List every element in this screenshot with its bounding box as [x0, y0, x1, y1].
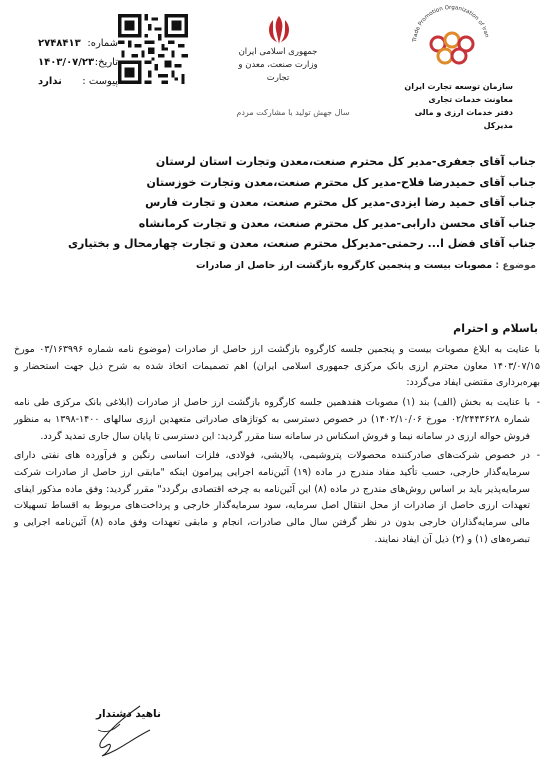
attachment-label: پیوست : [82, 76, 118, 87]
recipients-list [11, 152, 536, 255]
number-value: ۲۷۴۸۴۱۳ [38, 38, 81, 49]
greeting: باسلام و احترام [453, 322, 538, 335]
org-line1: سازمان توسعه تجارت ایران [404, 82, 513, 91]
subject-text: مصوبات بیست و پنجمین کارگروه بازگشت ارز حاصل از صادرات [196, 260, 493, 271]
logo-arc-text: Trade Promotion Organization of Iran [412, 4, 490, 43]
body-item-2: - در خصوص شرکت‌های صادرکننده محصولات پتروشیمی، پالایشی، فولادی، فلزات اساسی رنگین و فرآورده های نفتی دارای سرمایه‌گذار خارجی، حسب تأکید مفاد مندرج در ماده (۱۹) آئین‌نامه اجرایی پیرامون اینکه "مابقی ارز حاصل از صادرات شرکت سرمایه‌پذیر باید بر اساس روش‌های مندرج در ماده (۸) این آئین‌نامه به چرخه اقتصادی برگردد" مقرر گردید: وفق ماده مذکور ایفای تعهدات ارزی حاصل از صادرات از محل انتقال اصل سرمایه، سود سرمایه‌گذار خارجی و پرداخت‌های مربوط به اقساط تسهیلات مالی سرمایه‌گذاران خارجی بدون در نظر گرفتن سال مالی صادرات، انجام و مابقی تعهدات وفق ماده (۸) آئین‌نامه اجرایی و تبصره‌های (۱) و (۲) ذیل آن ایفاد نمایند. [14, 448, 540, 548]
recipient-line: جناب آقای حمیدرضا فلاح-مدیر کل محترم صنعت،معدن وتجارت خوزستان [146, 175, 536, 189]
org-block [395, 80, 513, 132]
letter-meta [38, 34, 118, 91]
iran-emblem-icon [265, 14, 293, 46]
org-line4: مدیرکل [483, 121, 513, 130]
date-label: تاریخ: [94, 57, 118, 68]
org-line2: معاونت خدمات تجاری [428, 95, 513, 104]
signatory-name: ناهید دشتدار [96, 708, 161, 720]
body-intro: با عنایت به ابلاغ مصوبات بیست و پنجمین جلسه کارگروه بازگشت ارز حاصل از صادرات (موضوع نامه شماره ۰۳/۱۶۳۹۹۶ مورخ ۱۴۰۳/۰۷/۱۵ معاون محترم ارزی بانک مرکزی جمهوری اسلامی ایران) اهم تصمیمات اتخاذ شده به شرح ذیل جهت استحضار و بهره‌برداری مقتضی ایفاد می‌گردد: [14, 344, 540, 389]
subject-line [11, 260, 536, 271]
subject-label: موضوع : [495, 260, 536, 271]
number-label: شماره: [87, 38, 118, 49]
recipient-line: جناب آقای حمید رضا ایزدی-مدیر کل محترم صنعت، معدن و تجارت فارس [145, 196, 536, 209]
recipient-line: جناب آقای جعفری-مدیر کل محترم صنعت،معدن وتجارت استان لرستان [155, 155, 536, 168]
ministry-line2: وزارت صنعت، معدن و تجارت [238, 60, 318, 83]
ministry-line1: جمهوری اسلامی ایران [238, 47, 318, 57]
attachment-value: ندارد [38, 76, 62, 87]
attachment-row [38, 72, 118, 91]
date-value: ۱۴۰۳/۰۷/۲۳ [38, 57, 95, 68]
date-row [38, 53, 118, 72]
year-slogan: سال جهش تولید با مشارکت مردم [236, 108, 350, 117]
letter-body [14, 342, 540, 551]
letter-header [0, 0, 550, 145]
ministry-name [228, 46, 328, 85]
tpo-logo-icon [408, 4, 493, 74]
org-line3: دفتر خدمات ارزی و مالی [414, 108, 513, 117]
body-item-1: - با عنایت به بخش (الف) بند (۱) مصوبات هفدهمین جلسه کارگروه بازگشت ارز حاصل از صادرات (ابلاغی بانک مرکزی طی نامه شماره ۰۲/۲۴۴۳۶۲۸ مورخ ۱۴۰۲/۱۰/۰۶) در خصوص دسترسی به کوتاژهای صادراتی متعهدین ارزی سالهای ۱۴۰۰-۱۳۹۸ به منظور فروش حواله ارزی در سامانه نیما و فروش اسکناس در سامانه سنا مقرر گردید: این دسترسی تا پایان سال جاری تمدید گردد. [14, 395, 540, 445]
recipient-line: جناب آقای فضل ا... رحمتی-مدیرکل محترم صنعت، معدن و تجارت چهارمحال و بختیاری [67, 237, 536, 250]
recipient-line: جناب آقای محسن دارابی-مدیر کل محترم صنعت، معدن و تجارت کرمانشاه [138, 216, 536, 230]
qr-code-icon [118, 14, 188, 84]
number-row [38, 34, 118, 53]
